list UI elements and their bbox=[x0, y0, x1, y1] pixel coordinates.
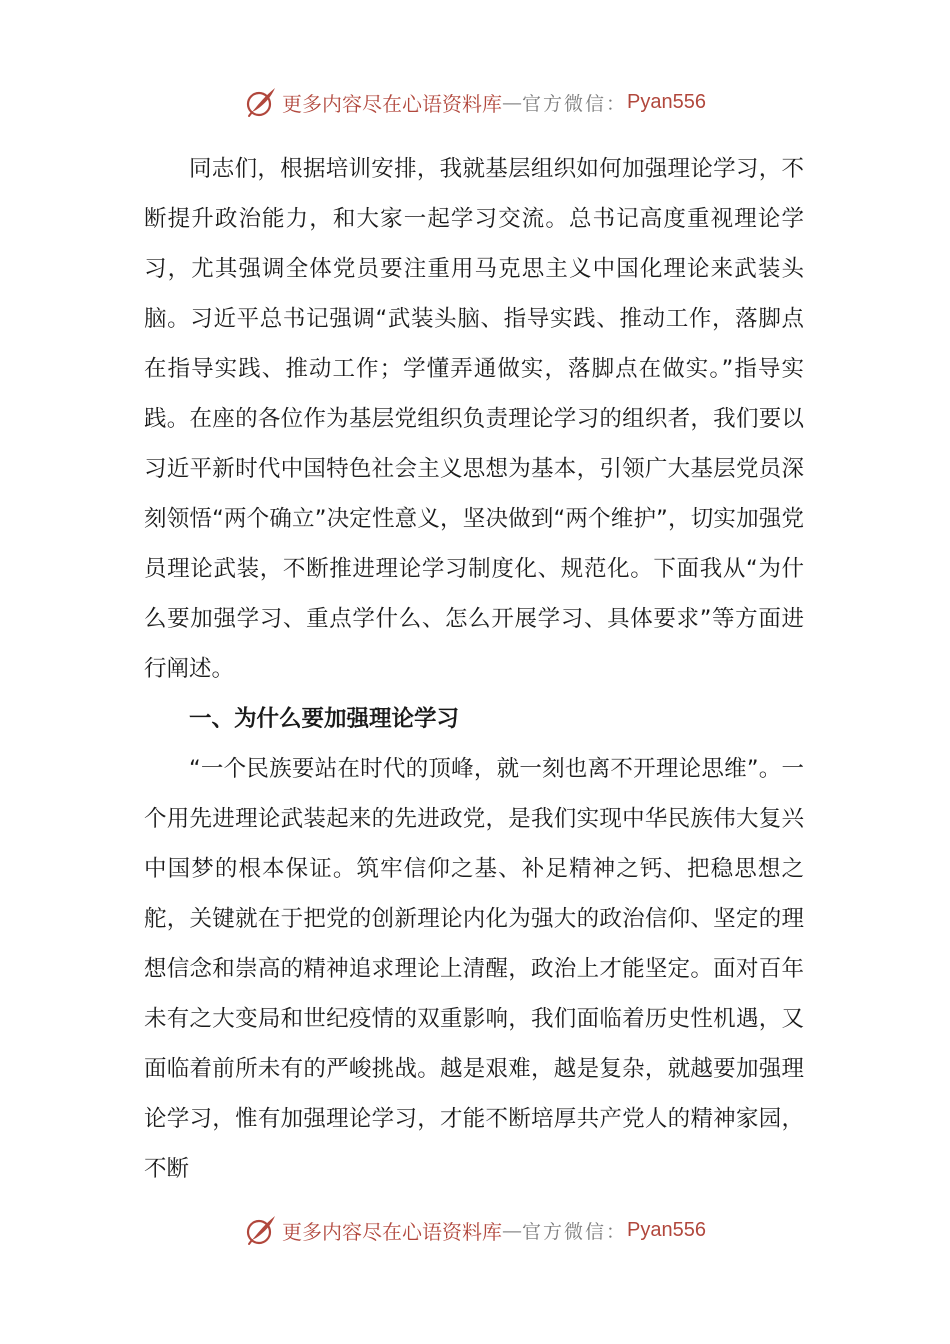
banner-separator: — bbox=[502, 1218, 522, 1242]
banner-wechat-id: Pyan556 bbox=[627, 90, 706, 113]
banner-text: 更多内容尽在心语资料库 bbox=[282, 1219, 502, 1244]
banner-text: 更多内容尽在心语资料库 bbox=[282, 91, 502, 116]
header-banner bbox=[0, 80, 950, 124]
paragraph-intro: 同志们，根据培训安排，我就基层组织如何加强理论学习，不断提升政治能力，和大家一起学习交流。总书记高度重视理论学习，尤其强调全体党员要注重用马克思主义中国化理论来武装头脑。习近平总书记强调“武装头脑、指导实践、推动工作，落脚点在指导实践、推动工作；学懂弄通做实，落脚点在做实。”指导实践。在座的各位作为基层党组织负责理论学习的组织者，我们要以习近平新时代中国特色社会主义思想为基本，引领广大基层党员深刻领悟“两个确立”决定性意义，坚决做到“两个维护”，切实加强党员理论武装，不断推进理论学习制度化、规范化。下面我从“为什么要加强学习、重点学什么、怎么开展学习、具体要求”等方面进行阐述。 bbox=[144, 156, 804, 682]
document-body bbox=[144, 144, 804, 1194]
footer-banner bbox=[0, 1208, 950, 1252]
section-heading-1: 一、为什么要加强理论学习 bbox=[189, 706, 460, 732]
quill-pen-logo-icon bbox=[244, 1213, 278, 1247]
quill-pen-logo-icon bbox=[244, 85, 278, 119]
paragraph-section-1: “一个民族要站在时代的顶峰，就一刻也离不开理论思维”。一个用先进理论武装起来的先进政党，是我们实现中华民族伟大复兴中国梦的根本保证。筑牢信仰之基、补足精神之钙、把稳思想之舵，关键就在于把党的创新理论内化为强大的政治信仰、坚定的理想信念和崇高的精神追求理论上清醒，政治上才能坚定。面对百年未有之大变局和世纪疫情的双重影响，我们面临着历史性机遇，又面临着前所未有的严峻挑战。越是艰难，越是复杂，就越要加强理论学习，惟有加强理论学习，才能不断培厚共产党人的精神家园，不断 bbox=[144, 756, 804, 1182]
banner-separator: — bbox=[502, 90, 522, 114]
banner-wechat-label: 官方微信： bbox=[522, 92, 628, 115]
banner-wechat-id: Pyan556 bbox=[627, 1218, 706, 1241]
banner-wechat-label: 官方微信： bbox=[522, 1220, 628, 1243]
